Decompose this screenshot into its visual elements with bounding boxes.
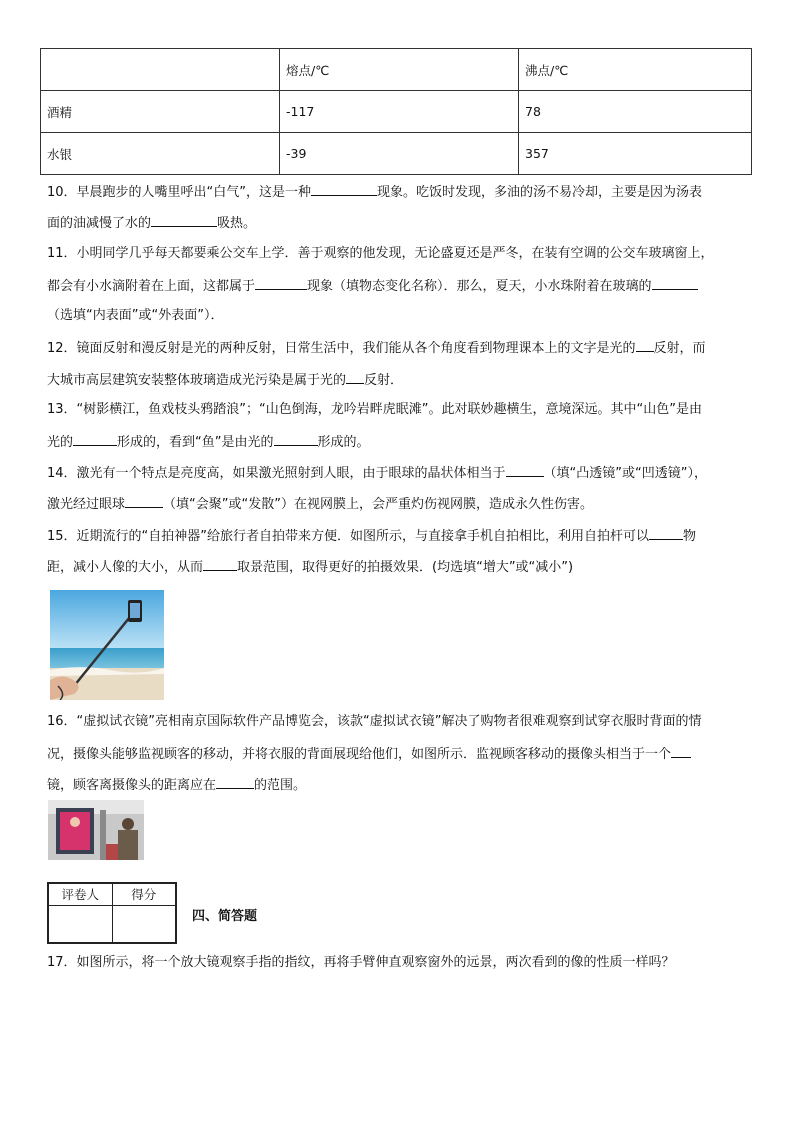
table-cell: 78 (519, 91, 752, 133)
text: （填“凸透镜”或“凹透镜”）， (543, 466, 707, 481)
table-header-cell: 熔点/℃ (280, 49, 519, 91)
text: 距，减小人像的大小，从而 (47, 560, 204, 575)
text: 面的油减慢了水的 (47, 216, 152, 231)
text: 物 (683, 529, 697, 544)
table-row (41, 91, 752, 133)
text: 反射，而 (653, 341, 706, 356)
selfie-stick-image (50, 590, 164, 700)
question-16-line-1: 16．“虚拟试衣镜”亮相南京国际软件产品博览会，该款“虚拟试衣镜”解决了购物者很难观察到试穿衣服时背面的情 (47, 714, 702, 729)
answer-blank (506, 463, 544, 477)
text: 形成的。 (317, 435, 370, 450)
table-cell: 357 (519, 133, 752, 175)
text: 都会有小水滴附着在上面，这都属于 (47, 279, 256, 294)
virtual-fitting-mirror-image (48, 800, 144, 860)
answer-blank (73, 432, 117, 446)
text: 激光经过眼球 (47, 497, 126, 512)
answer-blank (652, 276, 698, 290)
answer-blank (649, 526, 683, 540)
text: 现象。吃饭时发现，多油的汤不易冷却，主要是因为汤表 (377, 185, 703, 200)
table-cell: 酒精 (41, 91, 280, 133)
answer-blank (671, 744, 691, 758)
question-12-line-2 (47, 370, 403, 390)
question-13-line-2 (47, 432, 370, 452)
text: 12．镜面反射和漫反射是光的两种反射，日常生活中，我们能从各个角度看到物理课本上的文字是光的 (47, 341, 636, 356)
text: （填“会聚”或“发散”）在视网膜上，会严重灼伤视网膜，造成永久性伤害。 (163, 497, 593, 512)
question-16-line-3 (47, 775, 306, 795)
answer-blank (636, 338, 654, 352)
grading-box (47, 882, 177, 944)
table-row (41, 133, 752, 175)
text: 形成的，看到“鱼”是由光的 (117, 435, 274, 450)
table-header-row (41, 49, 752, 91)
table-header-cell (41, 49, 280, 91)
answer-blank (151, 213, 217, 227)
question-11-line-2 (47, 276, 698, 296)
answer-blank (203, 557, 237, 571)
answer-blank (346, 370, 364, 384)
question-14-line-2 (47, 494, 593, 514)
text: 15．近期流行的“自拍神器”给旅行者自拍带来方便．如图所示，与直接拿手机自拍相比，利用自拍杆可以 (47, 529, 650, 544)
text: 取景范围，取得更好的拍摄效果．(均选填“增大”或“减小”) (237, 560, 574, 575)
text: 镜，顾客离摄像头的距离应在 (47, 778, 217, 793)
question-11-line-1: 11．小明同学几乎每天都要乘公交车上学．善于观察的他发现，无论盛夏还是严冬，在装有空调的公交车玻璃窗上， (47, 246, 714, 261)
grading-header-row (48, 883, 176, 905)
answer-blank (125, 494, 163, 508)
grader-label: 评卷人 (48, 883, 112, 905)
text: 况，摄像头能够监视顾客的移动，并将衣服的背面展现给他们，如图所示．监视顾客移动的摄像头相当于一个 (47, 747, 672, 762)
text: 14．激光有一个特点是亮度高，如果激光照射到人眼，由于眼球的晶状体相当于 (47, 466, 506, 481)
answer-blank (274, 432, 318, 446)
text: 光的 (47, 435, 74, 450)
grading-input-row (48, 905, 176, 943)
answer-blank (216, 775, 254, 789)
text: 10．早晨跑步的人嘴里呼出“白气”，这是一种 (47, 185, 312, 200)
answer-blank (311, 182, 377, 196)
question-16-line-2 (47, 744, 691, 764)
question-10-line-1 (47, 182, 702, 202)
text: 吸热。 (217, 216, 257, 231)
question-13-line-1: 13．“树影横江，鱼戏枝头鸦踏浪”；“山色倒海，龙吟岩畔虎眠滩”。此对联妙趣横生，意境深远。其中“山色”是由 (47, 402, 702, 417)
question-15-line-2 (47, 557, 573, 577)
question-17-line-1: 17．如图所示，将一个放大镜观察手指的指纹，再将手臂伸直观察窗外的远景，两次看到的像的性质一样吗？ (47, 955, 675, 970)
table-header-cell: 沸点/℃ (519, 49, 752, 91)
table-cell: -39 (280, 133, 519, 175)
text: 的范围。 (254, 778, 307, 793)
melting-boiling-table (40, 48, 752, 175)
table-cell: -117 (280, 91, 519, 133)
question-15-line-1 (47, 526, 696, 546)
text: 反射． (364, 373, 404, 388)
answer-blank (255, 276, 307, 290)
text: 大城市高层建筑安装整体玻璃造成光污染是属于光的 (47, 373, 347, 388)
question-11-line-3: （选填“内表面”或“外表面”）． (47, 308, 224, 323)
text: 现象（填物态变化名称）．那么，夏天，小水珠附着在玻璃的 (307, 279, 652, 294)
question-10-line-2 (47, 213, 256, 233)
question-12-line-1 (47, 338, 706, 358)
table-cell: 水银 (41, 133, 280, 175)
section-title: 四、简答题 (192, 909, 258, 924)
question-14-line-1 (47, 463, 707, 483)
score-label: 得分 (112, 883, 176, 905)
grader-cell[interactable] (48, 905, 112, 943)
score-cell[interactable] (112, 905, 176, 943)
